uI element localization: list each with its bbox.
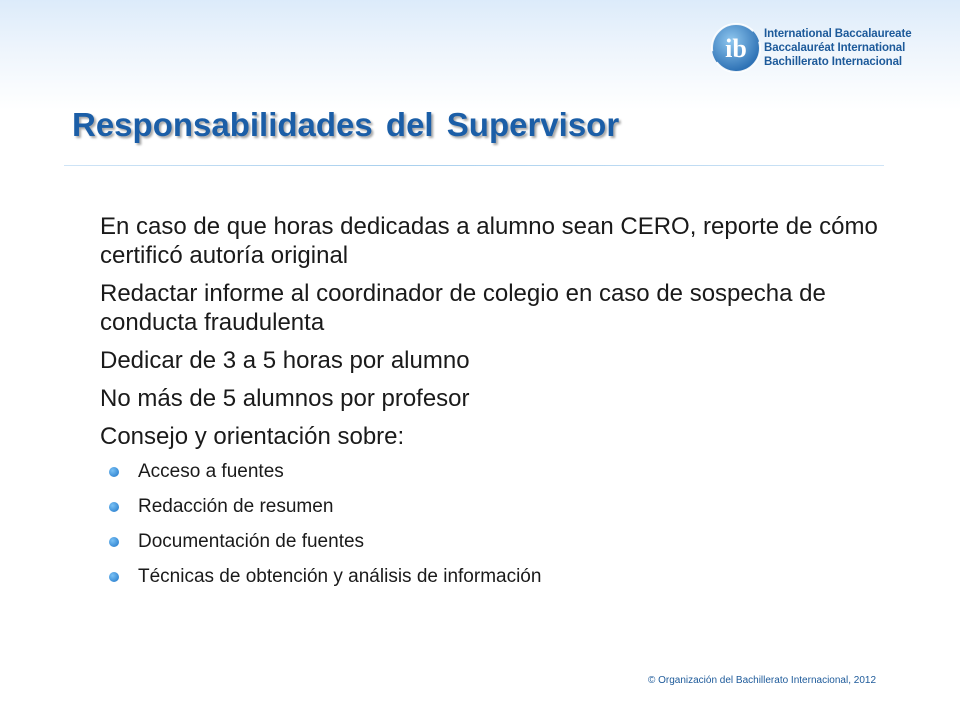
ib-logo — [708, 20, 912, 80]
list-item: No más de 5 alumnos por profesor — [100, 385, 470, 412]
sub-list-item — [138, 530, 880, 553]
sub-item-label: Técnicas de obtención y análisis de información — [138, 566, 542, 587]
sub-list-item — [138, 565, 880, 588]
bullet-icon — [109, 467, 119, 477]
logo-line-3: Bachillerato Internacional — [764, 56, 902, 68]
ib-logo-icon — [708, 20, 764, 76]
list-item: Consejo y orientación sobre: — [100, 423, 405, 450]
logo-line-1: International Baccalaureate — [764, 28, 912, 40]
sub-list-item — [138, 495, 880, 518]
sub-list — [100, 460, 880, 588]
logo-text — [764, 27, 912, 69]
bullet-icon — [109, 502, 119, 512]
bullet-icon — [109, 572, 119, 582]
sub-item-label: Acceso a fuentes — [138, 461, 284, 482]
slide-content — [100, 212, 880, 600]
bullet-icon — [109, 537, 119, 547]
list-item: Dedicar de 3 a 5 horas por alumno — [100, 347, 470, 374]
sub-item-label: Documentación de fuentes — [138, 531, 365, 552]
list-item: Redactar informe al coordinador de colegio en caso de sospecha de conducta fraudulenta — [100, 280, 826, 336]
slide-title: Responsabilidades del Supervisor — [72, 106, 620, 143]
list-item: En caso de que horas dedicadas a alumno sean CERO, reporte de cómo certificó autoría original — [100, 213, 878, 269]
title-divider — [64, 165, 884, 166]
sub-item-label: Redacción de resumen — [138, 496, 334, 517]
copyright-footer: © Organización del Bachillerato Internacional, 2012 — [647, 675, 876, 686]
logo-line-2: Baccalauréat International — [764, 42, 906, 54]
sub-list-item — [138, 460, 880, 483]
logo-mark-text: ib — [725, 34, 747, 63]
